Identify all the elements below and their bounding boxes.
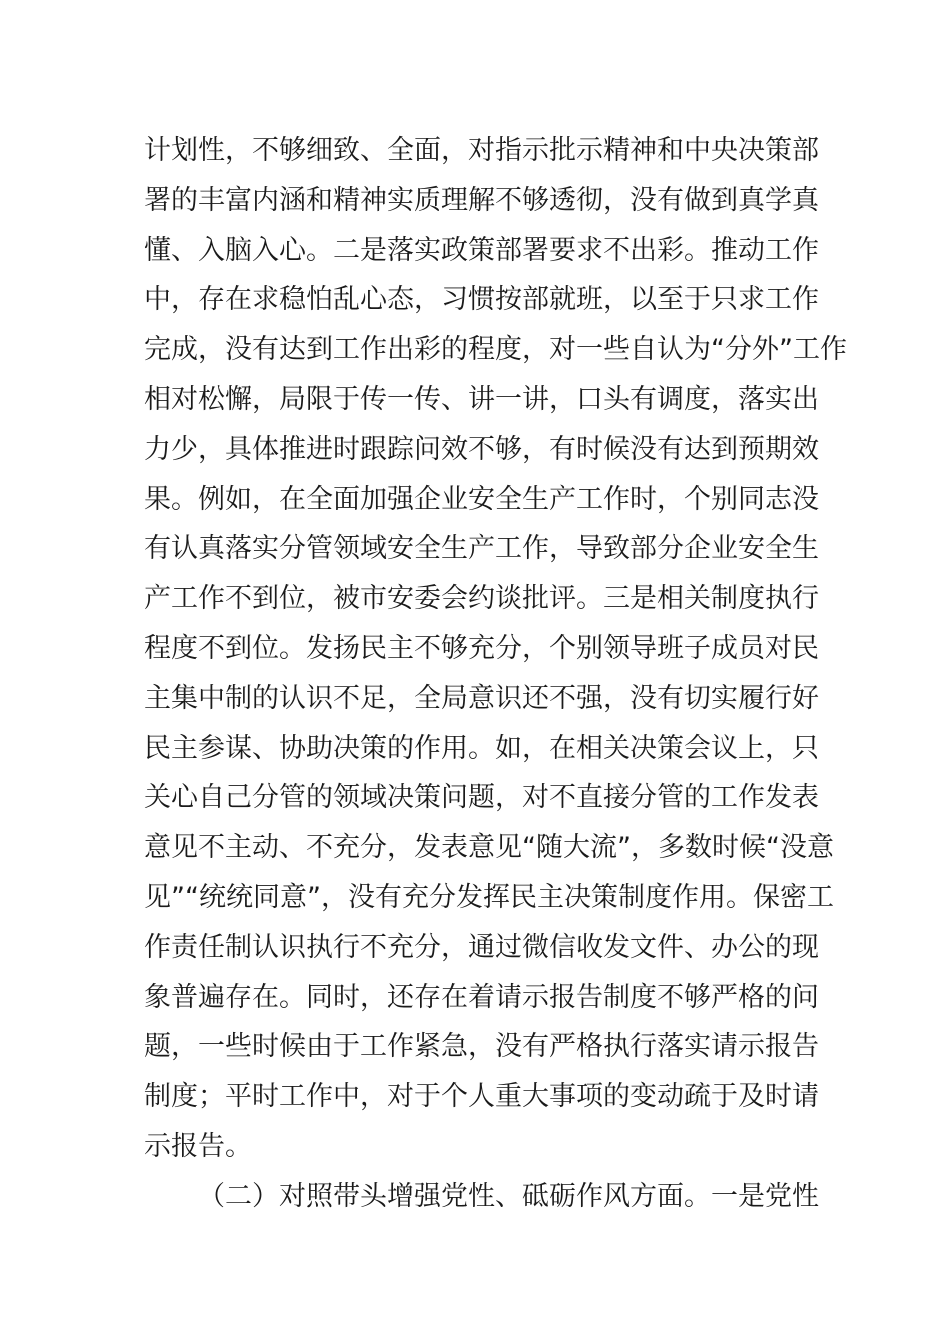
body-text xyxy=(144,126,847,1222)
text-line: 主集中制的认识不足，全局意识还不强，没有切实履行好 xyxy=(144,682,819,714)
text-line: 关心自己分管的领域决策问题，对不直接分管的工作发表 xyxy=(144,782,819,814)
text-line: 意见不主动、不充分，发表意见“随大流”，多数时候“没意 xyxy=(144,832,834,864)
text-line: 象普遍存在。同时，还存在着请示报告制度不够严格的问 xyxy=(144,981,819,1013)
text-line: 示报告。 xyxy=(144,1130,252,1162)
text-line: 民主参谋、协助决策的作用。如，在相关决策会议上，只 xyxy=(144,732,819,764)
text-line: 题，一些时候由于工作紧急，没有严格执行落实请示报告 xyxy=(144,1031,819,1063)
text-line: 力少，具体推进时跟踪问效不够，有时候没有达到预期效 xyxy=(144,433,819,465)
text-line: 产工作不到位，被市安委会约谈批评。三是相关制度执行 xyxy=(144,583,819,615)
text-line: 计划性，不够细致、全面，对指示批示精神和中央决策部 xyxy=(144,135,819,166)
text-line: 果。例如，在全面加强企业安全生产工作时，个别同志没 xyxy=(144,483,819,515)
text-line: 中，存在求稳怕乱心态，习惯按部就班，以至于只求工作 xyxy=(144,284,819,316)
text-line: 署的丰富内涵和精神实质理解不够透彻，没有做到真学真 xyxy=(144,184,819,216)
text-line: 见”“统统同意”，没有充分发挥民主决策制度作用。保密工 xyxy=(144,881,834,913)
text-line: 有认真落实分管领域安全生产工作，导致部分企业安全生 xyxy=(144,533,819,565)
text-line: 相对松懈，局限于传一传、讲一讲，口头有调度，落实出 xyxy=(144,383,819,415)
text-line: 作责任制认识执行不充分，通过微信收发文件、办公的现 xyxy=(144,931,819,963)
text-line: 制度；平时工作中，对于个人重大事项的变动疏于及时请 xyxy=(144,1081,819,1113)
text-line: 懂、入脑入心。二是落实政策部署要求不出彩。推动工作 xyxy=(144,234,819,266)
section-heading-line: （二）对照带头增强党性、砥砺作风方面。一是党性 xyxy=(198,1180,819,1212)
text-line: 完成，没有达到工作出彩的程度，对一些自认为“分外”工作 xyxy=(144,334,847,366)
text-line: 程度不到位。发扬民主不够充分，个别领导班子成员对民 xyxy=(144,632,819,664)
